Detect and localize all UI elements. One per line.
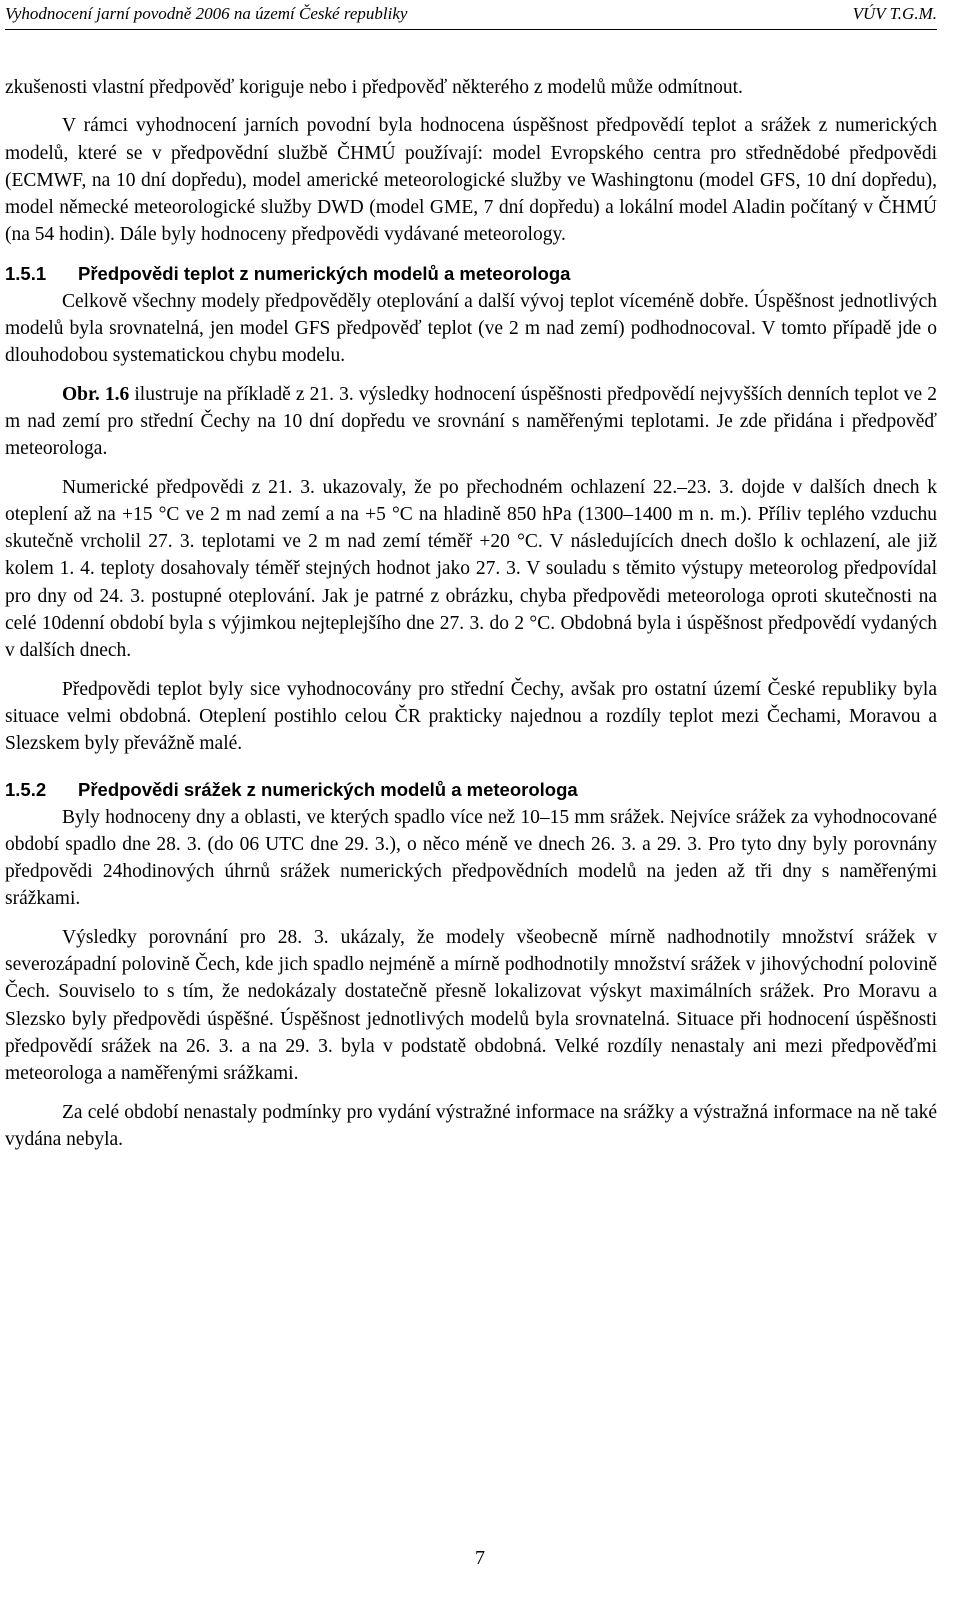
paragraph: Celkově všechny modely předpověděly oteplování a další vývoj teplot víceméně dobře. Úspěšnost jednotlivých modelů byla srovnatelná, jen model GFS předpověď teplot (ve 2 m nad zemí) podhodnocoval. V tomto případě jde o dlouhodobou systematickou chybu modelu. bbox=[5, 290, 937, 367]
header-title: Vyhodnocení jarní povodně 2006 na území České republiky bbox=[5, 4, 408, 23]
section-heading-temperature bbox=[5, 260, 937, 288]
figure-reference: Obr. 1.6 bbox=[62, 383, 130, 405]
section-heading-precipitation bbox=[5, 776, 937, 804]
paragraph: Výsledky porovnání pro 28. 3. ukázaly, že modely všeobecně mírně nadhodnotily množství srážek v severozápadní polovině Čech, kde jich spadlo nejméně a mírně podhodnotily množství srážek v jihovýchodní polovině Čech. Souviselo to s tím, že nedokázaly dostatečně přesně lokalizovat výskyt maximálních srážek. Pro Moravu a Slezsko byly předpovědi úspěšné. Úspěšnost jednotlivých modelů byla srovnatelná. Situace při hodnocení úspěšnosti předpovědí srážek na 26. 3. a na 29. 3. byla v podstatě obdobná. Velké rozdíly nenastaly ani mezi předpověďmi meteorologa a naměřenými srážkami. bbox=[5, 926, 937, 1085]
section-number: 1.5.1 bbox=[5, 262, 47, 284]
paragraph-text: ilustruje na příkladě z 21. 3. výsledky hodnocení úspěšnosti předpovědí nejvyšších denních teplot ve 2 m nad zemí pro střední Čechy na 10 dní dopředu ve srovnání s naměřenými teplotami. Je zde přidána i předpověď meteorologa. bbox=[5, 383, 937, 460]
paragraph: Předpovědi teplot byly sice vyhodnocovány pro střední Čechy, avšak pro ostatní území České republiky byla situace velmi obdobná. Oteplení postihlo celou ČR prakticky najednou a rozdíly teplot mezi Čechami, Moravou a Slezskem byly převážně malé. bbox=[5, 678, 937, 755]
paragraph: Byly hodnoceny dny a oblasti, ve kterých spadlo více než 10–15 mm srážek. Nejvíce srážek za vyhodnocované období spadlo dne 28. 3. (do 06 UTC dne 29. 3.), o něco méně ve dnech 26. 3. a 29. 3. Pro tyto dny byly porovnány předpovědi 24hodinových úhrnů srážek numerických předpovědních modelů na jeden až tři dny s naměřenými srážkami. bbox=[5, 806, 937, 910]
paragraph-continued: zkušenosti vlastní předpověď koriguje nebo i předpověď některého z modelů může odmítnout. bbox=[5, 77, 743, 98]
page-number: 7 bbox=[475, 1547, 485, 1569]
paragraph bbox=[5, 381, 937, 463]
section-title: Předpovědi srážek z numerických modelů a meteorologa bbox=[78, 778, 578, 800]
header-org: VÚV T.G.M. bbox=[852, 4, 937, 23]
page-header bbox=[5, 0, 937, 30]
section-title: Předpovědi teplot z numerických modelů a meteorologa bbox=[78, 262, 571, 284]
section-number: 1.5.2 bbox=[5, 778, 47, 800]
document-body bbox=[5, 74, 937, 1153]
paragraph: Numerické předpovědi z 21. 3. ukazovaly, že po přechodném ochlazení 22.–23. 3. dojde v dalších dnech k oteplení až na +15 °C ve 2 m nad zemí a na +5 °C na hladině 850 hPa (1300–1400 m n. m.). Příliv teplého vzduchu skutečně vrcholil 27. 3. teplotami ve 2 m nad zemí téměř +20 °C. V následujících dnech došlo k ochlazení, ale již kolem 1. 4. teploty dosahovaly téměř stejných hodnot jako 27. 3. V souladu s těmito výstupy meteorolog předpovídal pro dny od 24. 3. postupné oteplování. Jak je patrné z obrázku, chyba předpovědi meteorologa oproti skutečnosti na celé 10denní období byla s výjimkou nejteplejšího dne 27. 3. do 2 °C. Obdobná byla i úspěšnost předpovědí vydaných v dalších dnech. bbox=[5, 476, 937, 662]
paragraph: Za celé období nenastaly podmínky pro vydání výstražné informace na srážky a výstražná informace na ně také vydána nebyla. bbox=[5, 1101, 937, 1150]
paragraph-intro: V rámci vyhodnocení jarních povodní byla hodnocena úspěšnost předpovědí teplot a srážek z numerických modelů, které se v předpovědní službě ČHMÚ používají: model Evropského centra pro střednědobé předpovědi (ECMWF, na 10 dní dopředu), model americké meteorologické služby ve Washingtonu (model GFS, 10 dní dopředu), model německé meteorologické služby DWD (model GME, 7 dní dopředu) a lokální model Aladin počítaný v ČHMÚ (na 54 hodin). Dále byly hodnoceny předpovědi vydávané meteorology. bbox=[5, 115, 937, 246]
